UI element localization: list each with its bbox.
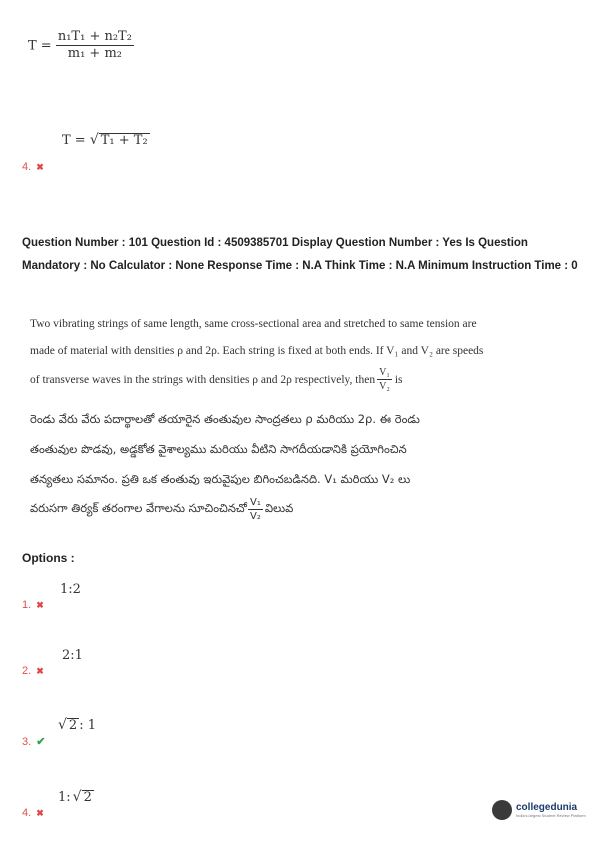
logo-tagline: India's largest Student Review Platform bbox=[516, 813, 586, 818]
cross-icon: ✖ bbox=[36, 601, 44, 611]
telugu-line4-suffix: విలువ bbox=[264, 501, 294, 515]
fraction-numerator: V₁ bbox=[379, 367, 390, 378]
collegedunia-logo bbox=[492, 800, 586, 820]
question-text-english-line1: Two vibrating strings of same length, same cross-sectional area and stretched to same tension are bbox=[30, 318, 477, 330]
formula-weighted-temperature bbox=[28, 30, 134, 62]
sqrt-expression bbox=[58, 718, 79, 733]
sqrt-expression bbox=[73, 790, 94, 805]
question-text-telugu-line2: తంతువుల పొడవు, అడ్డకోత వైశాల్యము మరియు వీటిని సాగదీయడానికి ప్రయోగించిన bbox=[30, 442, 407, 456]
check-icon: ✔ bbox=[36, 735, 46, 748]
option-2-value: 2:1 bbox=[62, 648, 83, 663]
option-3-rest: : 1 bbox=[79, 718, 96, 733]
option-1-value: 1:2 bbox=[60, 582, 81, 597]
formula-lhs: T = bbox=[62, 133, 86, 148]
option-4-label[interactable] bbox=[22, 801, 44, 820]
formula-fraction bbox=[56, 30, 134, 62]
option-3-label[interactable] bbox=[22, 730, 46, 749]
telugu-line4-text: వరుసగా తిర్యక్ తరంగాల వేగాలను సూచించినచో bbox=[30, 501, 247, 515]
question-text-telugu-line1: రెండు వేరు వేరు పదార్థాలతో తయారైన తంతువుల సాంద్రతలు ρ మరియు 2ρ. ఈ రెండు bbox=[30, 412, 420, 426]
sqrt-sign: √ bbox=[58, 717, 67, 733]
fraction-denominator: m₁ + m₂ bbox=[67, 46, 122, 62]
option-number: 2. bbox=[22, 665, 32, 677]
option-3-value bbox=[58, 718, 96, 733]
fraction-denominator: V₂ bbox=[379, 381, 390, 392]
sqrt-expression bbox=[90, 133, 150, 148]
cross-icon: ✖ bbox=[36, 809, 44, 819]
question-meta: Question Number : 101 Question Id : 4509385701 Display Question Number : Yes Is Question Mandatory : No Calculator : None Response Time : N.A Think Time : N.A Minimum Instruction Time : 0 bbox=[22, 237, 578, 272]
formula-lhs: T = bbox=[28, 38, 52, 54]
question-text-english-line2: made of material with densities ρ and 2ρ. Each string is fixed at both ends. If V₁ and V₂ are speeds bbox=[30, 345, 484, 357]
option-4-value bbox=[58, 790, 94, 805]
v-ratio-fraction bbox=[377, 367, 392, 392]
options-label: Options : bbox=[22, 551, 75, 565]
cross-icon: ✖ bbox=[36, 667, 44, 677]
option-number: 4. bbox=[22, 161, 32, 173]
sqrt-sign: √ bbox=[72, 789, 82, 805]
sqrt-radicand: T₁ + T₂ bbox=[100, 133, 148, 148]
v-ratio-fraction bbox=[248, 497, 263, 522]
cross-icon: ✖ bbox=[36, 163, 44, 173]
sqrt-radicand: 2 bbox=[68, 718, 78, 733]
option-1-label[interactable] bbox=[22, 593, 44, 612]
question-text-telugu-line4 bbox=[30, 497, 570, 522]
option-number: 4. bbox=[22, 807, 32, 819]
fraction-denominator: V₂ bbox=[249, 511, 261, 522]
logo-name: collegedunia bbox=[516, 802, 578, 813]
option-number: 1. bbox=[22, 599, 32, 611]
prev-option4-formula bbox=[62, 133, 150, 148]
fraction-numerator: n₁T₁ + n₂T₂ bbox=[56, 30, 134, 46]
question-text-telugu-line3: తన్యతలు సమానం. ప్రతి ఒక తంతువు ఇరువైపుల బిగించబడినది. V₁ మరియు V₂ లు bbox=[30, 472, 411, 486]
logo-mascot-icon bbox=[492, 800, 512, 820]
sqrt-sign: √ bbox=[89, 132, 99, 148]
english-line3-suffix: is bbox=[394, 373, 403, 386]
logo-text bbox=[516, 802, 586, 818]
option-number: 3. bbox=[22, 736, 32, 748]
fraction-numerator: V₁ bbox=[249, 497, 261, 508]
prev-option4-label bbox=[22, 155, 44, 174]
english-line3-text: of transverse waves in the strings with densities ρ and 2ρ respectively, then bbox=[30, 373, 376, 386]
option-4-prefix: 1: bbox=[58, 790, 71, 805]
option-2-label[interactable] bbox=[22, 659, 44, 678]
question-text-english-line3 bbox=[30, 367, 570, 392]
sqrt-radicand: 2 bbox=[83, 790, 92, 805]
